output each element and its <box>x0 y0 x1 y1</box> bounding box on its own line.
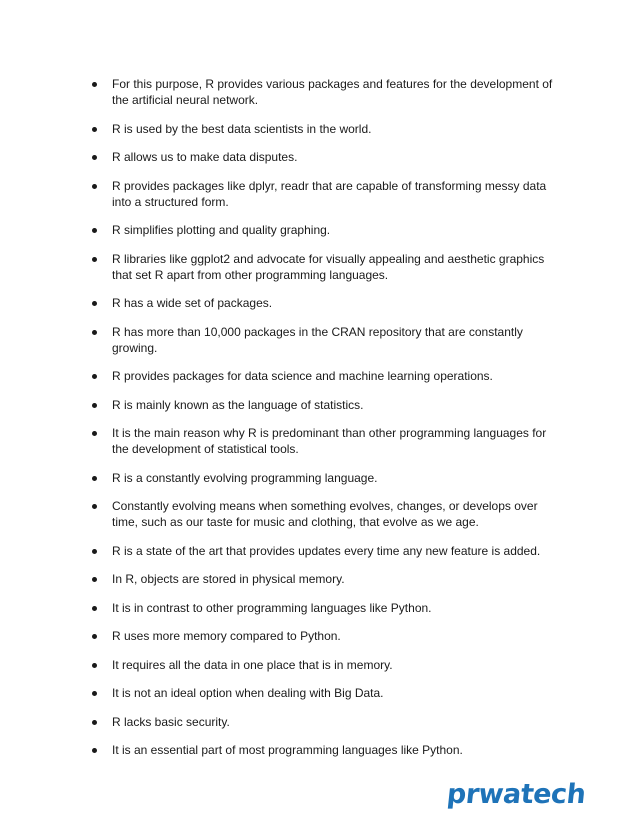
list-item-text: R lacks basic security. <box>112 714 230 729</box>
list-item-text: R is a state of the art that provides updates every time any new feature is added. <box>112 543 541 558</box>
list-item <box>92 714 562 730</box>
list-item <box>92 295 562 311</box>
bullet-list <box>92 76 562 771</box>
list-item <box>92 149 562 165</box>
list-item-text: R is a constantly evolving programming language. <box>112 470 378 485</box>
list-item-text: It is in contrast to other programming languages like Python. <box>112 600 432 615</box>
list-item <box>92 76 562 108</box>
list-item <box>92 571 562 587</box>
list-item <box>92 543 562 559</box>
bullet-icon <box>92 720 97 725</box>
bullet-icon <box>92 691 97 696</box>
bullet-icon <box>92 663 97 668</box>
list-item-text: R is mainly known as the language of statistics. <box>112 397 364 412</box>
bullet-icon <box>92 748 97 753</box>
list-item-text: R libraries like ggplot2 and advocate for visually appealing and aesthetic graphics that set R apart from other programming languages. <box>112 251 545 282</box>
bullet-icon <box>92 606 97 611</box>
list-item <box>92 685 562 701</box>
bullet-icon <box>92 228 97 233</box>
list-item-text: R uses more memory compared to Python. <box>112 629 341 643</box>
list-item-text: It is not an ideal option when dealing with Big Data. <box>112 686 384 700</box>
list-item-text: R has a wide set of packages. <box>112 296 273 310</box>
list-item <box>92 600 562 616</box>
list-item-text: For this purpose, R provides various packages and features for the development of the artificial neural network. <box>112 77 553 107</box>
bullet-icon <box>92 155 97 160</box>
list-item-text: Constantly evolving means when something evolves, changes, or develops over time, such as our taste for music and clothing, that evolve as we age. <box>112 499 538 529</box>
list-item-text: It is the main reason why R is predominant than other programming languages for the development of statistical tools. <box>112 426 547 456</box>
list-item-text: R simplifies plotting and quality graphing. <box>112 223 331 237</box>
list-item-text: R provides packages for data science and machine learning operations. <box>112 369 493 383</box>
bullet-icon <box>92 504 97 509</box>
list-item-text: It requires all the data in one place that is in memory. <box>112 657 393 672</box>
list-item <box>92 742 562 758</box>
bullet-icon <box>92 330 97 335</box>
list-item <box>92 397 562 413</box>
list-item <box>92 222 562 238</box>
list-item <box>92 628 562 644</box>
bullet-icon <box>92 549 97 554</box>
list-item-text: R is used by the best data scientists in the world. <box>112 121 372 136</box>
bullet-icon <box>92 374 97 379</box>
list-item <box>92 657 562 673</box>
list-item <box>92 324 562 356</box>
list-item <box>92 368 562 384</box>
bullet-icon <box>92 301 97 306</box>
list-item-text: R provides packages like dplyr, readr that are capable of transforming messy data into a structured form. <box>112 178 547 209</box>
bullet-icon <box>92 184 97 189</box>
bullet-icon <box>92 577 97 582</box>
list-item-text: R has more than 10,000 packages in the CRAN repository that are constantly growing. <box>112 324 523 355</box>
bullet-icon <box>92 431 97 436</box>
bullet-icon <box>92 634 97 639</box>
list-item-text: R allows us to make data disputes. <box>112 150 298 164</box>
list-item <box>92 425 562 457</box>
prwatech-logo: prwatech <box>445 779 587 810</box>
list-item <box>92 121 562 137</box>
list-item-text: It is an essential part of most programming languages like Python. <box>112 743 463 757</box>
bullet-icon <box>92 82 97 87</box>
bullet-icon <box>92 127 97 132</box>
list-item-text: In R, objects are stored in physical memory. <box>112 572 345 586</box>
list-item <box>92 178 562 210</box>
bullet-icon <box>92 476 97 481</box>
list-item <box>92 470 562 486</box>
bullet-icon <box>92 257 97 262</box>
bullet-icon <box>92 403 97 408</box>
list-item <box>92 498 562 530</box>
list-item <box>92 251 562 283</box>
